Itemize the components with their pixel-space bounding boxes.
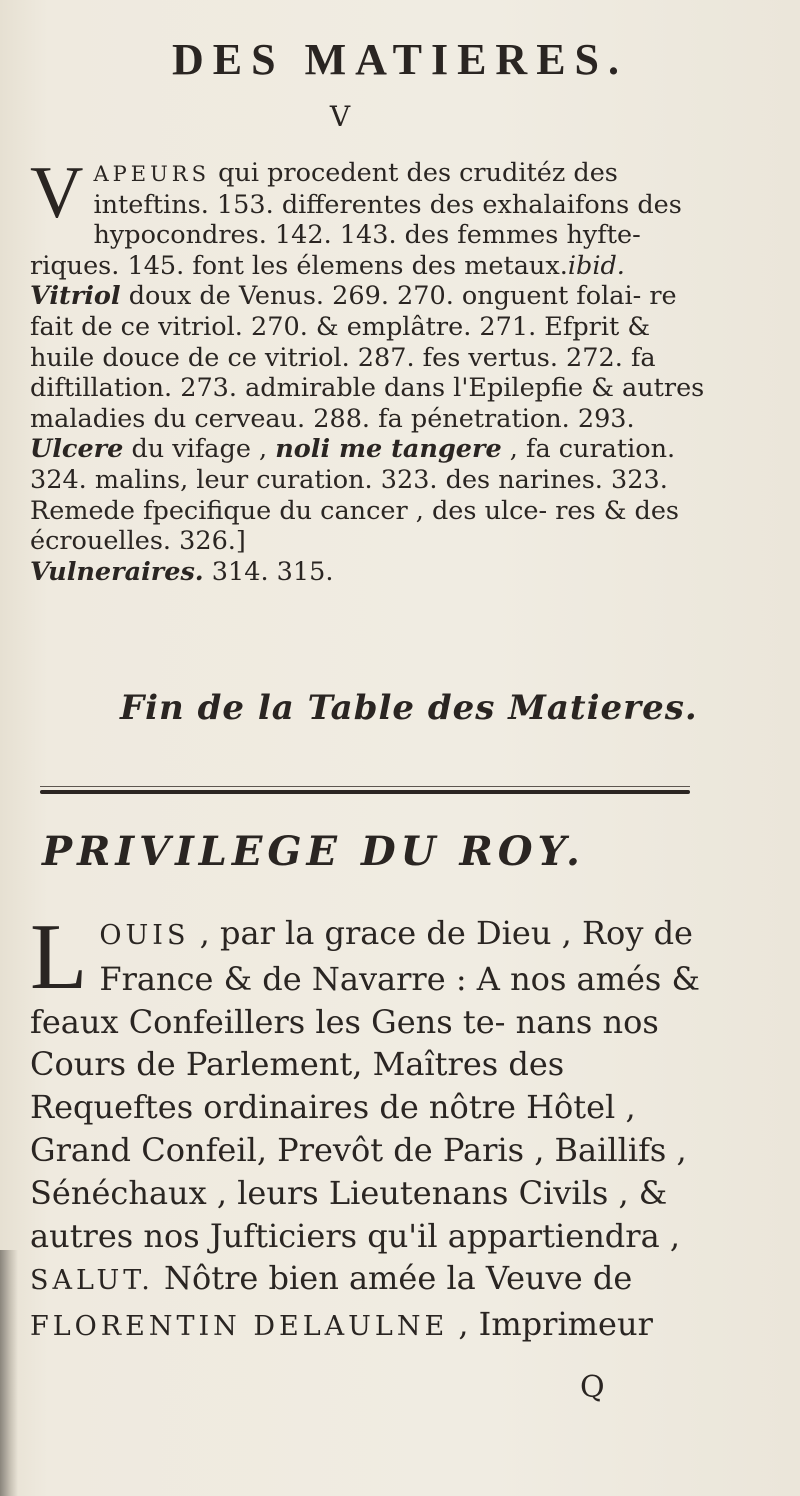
entry-ibid: ibid. <box>567 250 625 281</box>
index-entry-vapeurs <box>30 152 720 281</box>
printer-name: FLORENTIN DELAULNE <box>30 1311 449 1343</box>
entry-text: du vifage , <box>123 434 276 465</box>
privilege-body <box>30 905 710 1349</box>
entry-text: , fa curation. 324. malins, leur curation. 323. des narines. 323. Remede fpecifique du cancer , des ulce- res & des écrouelles. 326.] <box>30 434 680 557</box>
entry-term: Vitriol <box>30 281 121 312</box>
privilege-text: , Imprimeur <box>448 1305 653 1344</box>
entry-text: doux de Venus. 269. 270. onguent folai- re fait de ce vitriol. 270. & emplâtre. 271. Efprit & huile douce de ce vitriol. 287. fes vertus. 272. fa diftillation. 273. admirable dans l'Epilepfie & autres maladies du cerveau. 288. fa pénetration. 293. <box>30 281 705 434</box>
entry-term: Vulneraires. <box>30 556 204 587</box>
divider-thin <box>40 786 690 787</box>
privilege-salut: SALUT. <box>30 1265 154 1297</box>
privilege-title: PRIVILEGE DU ROY. <box>42 828 585 875</box>
index-entry-vulneraires <box>30 557 720 588</box>
divider-rule <box>40 790 690 794</box>
index-entries <box>30 152 720 587</box>
privilege-lead: OUIS <box>99 920 190 951</box>
table-end-heading: Fin de la Table des Matieres. <box>120 688 698 728</box>
privilege-text: , par la grace de Dieu , Roy de France & de Navarre : A nos amés & feaux Confeillers les Gens te- nans nos Cours de Parlement, Maîtres des Requeftes ordinaires de nôtre Hôtel , Grand Confeil, Prevôt de Paris , Baillifs , Sénéchaux , leurs Lieutenans Civils , & autres nos Jufticiers qu'il appartiendra , <box>30 914 700 1255</box>
entry-text: 314. 315. <box>203 556 334 587</box>
running-header: DES MATIERES. <box>171 35 629 84</box>
dropcap-l: L <box>30 905 88 1009</box>
page-edge-shadow <box>0 1250 18 1496</box>
entry-term-latin: noli me tangere <box>275 434 502 465</box>
index-entry-vitriol <box>30 281 720 434</box>
index-entry-ulcere <box>30 434 720 556</box>
dropcap-v: V <box>30 152 84 234</box>
section-letter: V <box>329 100 351 133</box>
signature-mark: Q <box>580 1370 605 1405</box>
entry-text: qui procedent des cruditéz des inteftins. 153. differentes des exhalaifons des hypocondres. 142. 143. des femmes hyfte- riques. 145. font les élemens des metaux. <box>30 158 682 281</box>
privilege-text: Nôtre bien amée la Veuve de <box>153 1259 633 1298</box>
entry-lead: APEURS <box>93 162 210 186</box>
entry-term: Ulcere <box>30 434 124 465</box>
